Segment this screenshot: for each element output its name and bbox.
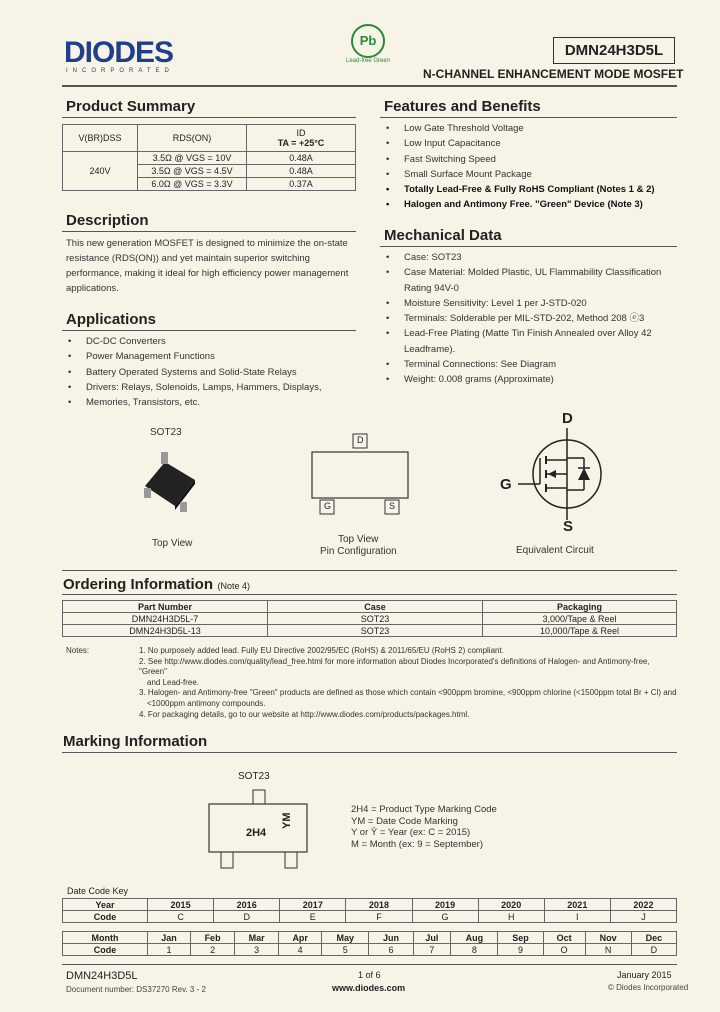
col-id: ID TA = +25°C xyxy=(247,125,356,152)
marking-sot23-label: SOT23 xyxy=(238,771,270,782)
footer-website[interactable]: www.diodes.com xyxy=(332,983,406,993)
rds-cell: 6.0Ω @ VGS = 3.3V xyxy=(138,178,247,191)
month-code-table xyxy=(62,931,677,956)
table-cell: SOT23 xyxy=(268,613,483,625)
list-item: • Halogen and Antimony Free. "Green" Device (Note 3) xyxy=(384,197,677,212)
product-summary-title: Product Summary xyxy=(66,98,196,115)
note-item: <1000ppm antimony compounds. xyxy=(147,698,266,708)
equivalent-circuit-caption: Equivalent Circuit xyxy=(516,545,594,556)
ordering-table xyxy=(62,600,677,637)
col-vbr: V(BR)DSS xyxy=(63,125,138,152)
col-part-number: Part Number xyxy=(63,601,268,613)
list-item: • Drivers: Relays, Solenoids, Lamps, Hammers, Displays, xyxy=(66,380,356,395)
rds-cell: 3.5Ω @ VGS = 10V xyxy=(138,152,247,165)
table-cell: Code xyxy=(63,944,148,956)
header-divider xyxy=(62,85,677,87)
year-code-table xyxy=(62,898,677,923)
table-cell: 2016 xyxy=(214,899,280,911)
mechanical-list xyxy=(384,250,664,388)
table-cell: Nov xyxy=(585,932,631,944)
marking-code: 2H4 xyxy=(246,827,267,839)
footer-page: 1 of 6 xyxy=(358,970,381,980)
list-item: • Low Gate Threshold Voltage xyxy=(384,121,677,136)
list-item: • Moisture Sensitivity: Level 1 per J-STD-020 xyxy=(384,296,664,311)
marking-ym: YM xyxy=(281,812,293,829)
list-item: • Case Material: Molded Plastic, UL Flammability Classification Rating 94V-0 xyxy=(384,265,664,296)
mechanical-title: Mechanical Data xyxy=(384,227,502,244)
table-cell: 5 xyxy=(322,944,369,956)
lead-free-caption: Lead-free Green xyxy=(346,58,391,64)
table-cell: 10,000/Tape & Reel xyxy=(483,625,677,637)
table-cell: Oct xyxy=(543,932,585,944)
table-cell: 7 xyxy=(413,944,451,956)
table-cell: DMN24H3D5L-13 xyxy=(63,625,268,637)
section-rule xyxy=(62,570,677,571)
vbr-value: 240V xyxy=(63,152,138,191)
table-cell: Year xyxy=(63,899,148,911)
applications-title: Applications xyxy=(66,311,157,328)
table-cell: O xyxy=(543,944,585,956)
date-code-key-title: Date Code Key xyxy=(67,886,129,896)
note-item: 1. No purposely added lead. Fully EU Directive 2002/95/EC (RoHS) & 2011/65/EU (RoHS 2) compliant. xyxy=(139,646,504,655)
table-cell: 2018 xyxy=(346,899,412,911)
description-title: Description xyxy=(66,212,149,229)
list-item: • Battery Operated Systems and Solid-State Relays xyxy=(66,365,356,380)
table-cell: 8 xyxy=(451,944,498,956)
list-item: • Weight: 0.008 grams (Approximate) xyxy=(384,372,664,387)
id-cell: 0.48A xyxy=(247,165,356,178)
description-text: This new generation MOSFET is designed to minimize the on-state resistance (RDS(ON)) and yet maintain superior switching performance, making it ideal for high efficiency power management applications. xyxy=(66,238,349,294)
table-cell: SOT23 xyxy=(268,625,483,637)
diodes-logo: DIODES xyxy=(64,36,174,69)
list-item: • Power Management Functions xyxy=(66,349,356,364)
header-part-number: DMN24H3D5L xyxy=(553,37,675,64)
table-cell: Aug xyxy=(451,932,498,944)
section-rule xyxy=(62,231,356,232)
top-view-caption: Top View xyxy=(152,538,193,549)
table-cell: 2017 xyxy=(280,899,346,911)
table-cell: H xyxy=(478,911,544,923)
note-item: 3. Halogen- and Antimony-free "Green" products are defined as those which contain <900ppm bromine, <900ppm chlorine (<1500ppm total Br + Cl) and xyxy=(139,688,677,698)
table-cell: G xyxy=(412,911,478,923)
table-cell: Jul xyxy=(413,932,451,944)
list-item: • Memories, Transistors, etc. xyxy=(66,395,356,410)
table-cell: Mar xyxy=(235,932,279,944)
header-subtitle: N-CHANNEL ENHANCEMENT MODE MOSFET xyxy=(423,67,684,81)
col-case: Case xyxy=(268,601,483,613)
features-list xyxy=(384,121,677,213)
table-row xyxy=(63,625,677,637)
section-rule xyxy=(62,330,356,331)
list-item: • Lead-Free Plating (Matte Tin Finish Annealed over Alloy 42 Leadframe). xyxy=(384,326,664,357)
sot23-package-icon xyxy=(140,444,200,514)
rds-cell: 3.5Ω @ VGS = 4.5V xyxy=(138,165,247,178)
table-cell: 3,000/Tape & Reel xyxy=(483,613,677,625)
table-row xyxy=(63,613,677,625)
footer-copyright: © Diodes Incorporated xyxy=(608,983,689,992)
notes-label: Notes: xyxy=(66,646,90,655)
footer-doc-number: Document number: DS37270 Rev. 3 - 2 xyxy=(66,985,206,994)
pin-top-view-caption: Top View xyxy=(338,534,379,545)
equiv-s-label: S xyxy=(563,518,574,535)
note-item: 2. See http://www.diodes.com/quality/lead_free.html for more information about Diodes Incorporated's definitions of Halogen- and Antimony-free, "Green" xyxy=(139,656,650,677)
sot23-label: SOT23 xyxy=(150,427,182,438)
col-rds: RDS(ON) xyxy=(138,125,247,152)
product-summary-table xyxy=(62,124,356,191)
table-cell: F xyxy=(346,911,412,923)
table-cell: Jan xyxy=(148,932,191,944)
table-cell: 2021 xyxy=(544,899,610,911)
table-cell: 2 xyxy=(191,944,235,956)
applications-list xyxy=(66,334,356,410)
table-cell: DMN24H3D5L-7 xyxy=(63,613,268,625)
note-item: 4. For packaging details, go to our website at http://www.diodes.com/products/packages.html. xyxy=(139,709,470,719)
marking-title: Marking Information xyxy=(63,733,208,750)
list-item: • Case: SOT23 xyxy=(384,250,664,265)
table-cell: C xyxy=(148,911,214,923)
table-cell: N xyxy=(585,944,631,956)
footer-date: January 2015 xyxy=(617,970,672,980)
list-item: • Terminal Connections: See Diagram xyxy=(384,357,664,372)
pin-s-label: S xyxy=(389,501,396,511)
table-cell: D xyxy=(214,911,280,923)
table-cell: 2022 xyxy=(610,899,676,911)
table-cell: 2020 xyxy=(478,899,544,911)
table-cell: May xyxy=(322,932,369,944)
pin-configuration-caption: Pin Configuration xyxy=(320,546,397,557)
list-item: • DC-DC Converters xyxy=(66,334,356,349)
table-cell: 9 xyxy=(498,944,543,956)
ordering-title-row: Ordering Information (Note 4) xyxy=(63,576,250,593)
list-item: • Terminals: Solderable per MIL-STD-202, Method 208 ⓔ3 xyxy=(384,311,664,326)
table-cell: 2015 xyxy=(148,899,214,911)
section-rule xyxy=(62,752,677,753)
table-cell: 6 xyxy=(369,944,413,956)
table-cell: Apr xyxy=(279,932,322,944)
mosfet-symbol-icon xyxy=(512,428,612,520)
table-cell: 1 xyxy=(148,944,191,956)
id-cell: 0.37A xyxy=(247,178,356,191)
table-cell: 4 xyxy=(279,944,322,956)
notes-list xyxy=(139,646,679,720)
list-item: • Fast Switching Speed xyxy=(384,152,677,167)
list-item: • Totally Lead-Free & Fully RoHS Compliant (Notes 1 & 2) xyxy=(384,182,677,197)
features-title: Features and Benefits xyxy=(384,98,541,115)
footer-part-number: DMN24H3D5L xyxy=(66,970,138,982)
table-cell: 3 xyxy=(235,944,279,956)
table-cell: Month xyxy=(63,932,148,944)
section-rule xyxy=(380,117,677,118)
section-rule xyxy=(380,246,677,247)
note-item: and Lead-free. xyxy=(147,677,200,687)
table-cell: I xyxy=(544,911,610,923)
footer-divider xyxy=(62,964,677,965)
table-cell: E xyxy=(280,911,346,923)
table-cell: D xyxy=(631,944,676,956)
lead-free-badge-icon: Pb xyxy=(351,24,385,58)
list-item: • Low Input Capacitance xyxy=(384,136,677,151)
table-cell: Code xyxy=(63,911,148,923)
section-rule xyxy=(62,594,677,595)
logo-subtitle: INCORPORATED xyxy=(66,68,174,74)
equiv-g-label: G xyxy=(500,476,512,493)
id-cell: 0.48A xyxy=(247,152,356,165)
equiv-d-label: D xyxy=(562,410,573,427)
table-cell: Jun xyxy=(369,932,413,944)
section-rule xyxy=(62,117,356,118)
table-cell: J xyxy=(610,911,676,923)
table-cell: Sep xyxy=(498,932,543,944)
pin-d-label: D xyxy=(357,435,364,445)
table-cell: Dec xyxy=(631,932,676,944)
list-item: • Small Surface Mount Package xyxy=(384,167,677,182)
col-packaging: Packaging xyxy=(483,601,677,613)
table-cell: 2019 xyxy=(412,899,478,911)
pin-g-label: G xyxy=(324,501,332,511)
table-cell: Feb xyxy=(191,932,235,944)
marking-legend: 2H4 = Product Type Marking Code YM = Date Code Marking Y or Ȳ = Year (ex: C = 2015) M = Month (ex: 9 = September) xyxy=(351,804,497,850)
